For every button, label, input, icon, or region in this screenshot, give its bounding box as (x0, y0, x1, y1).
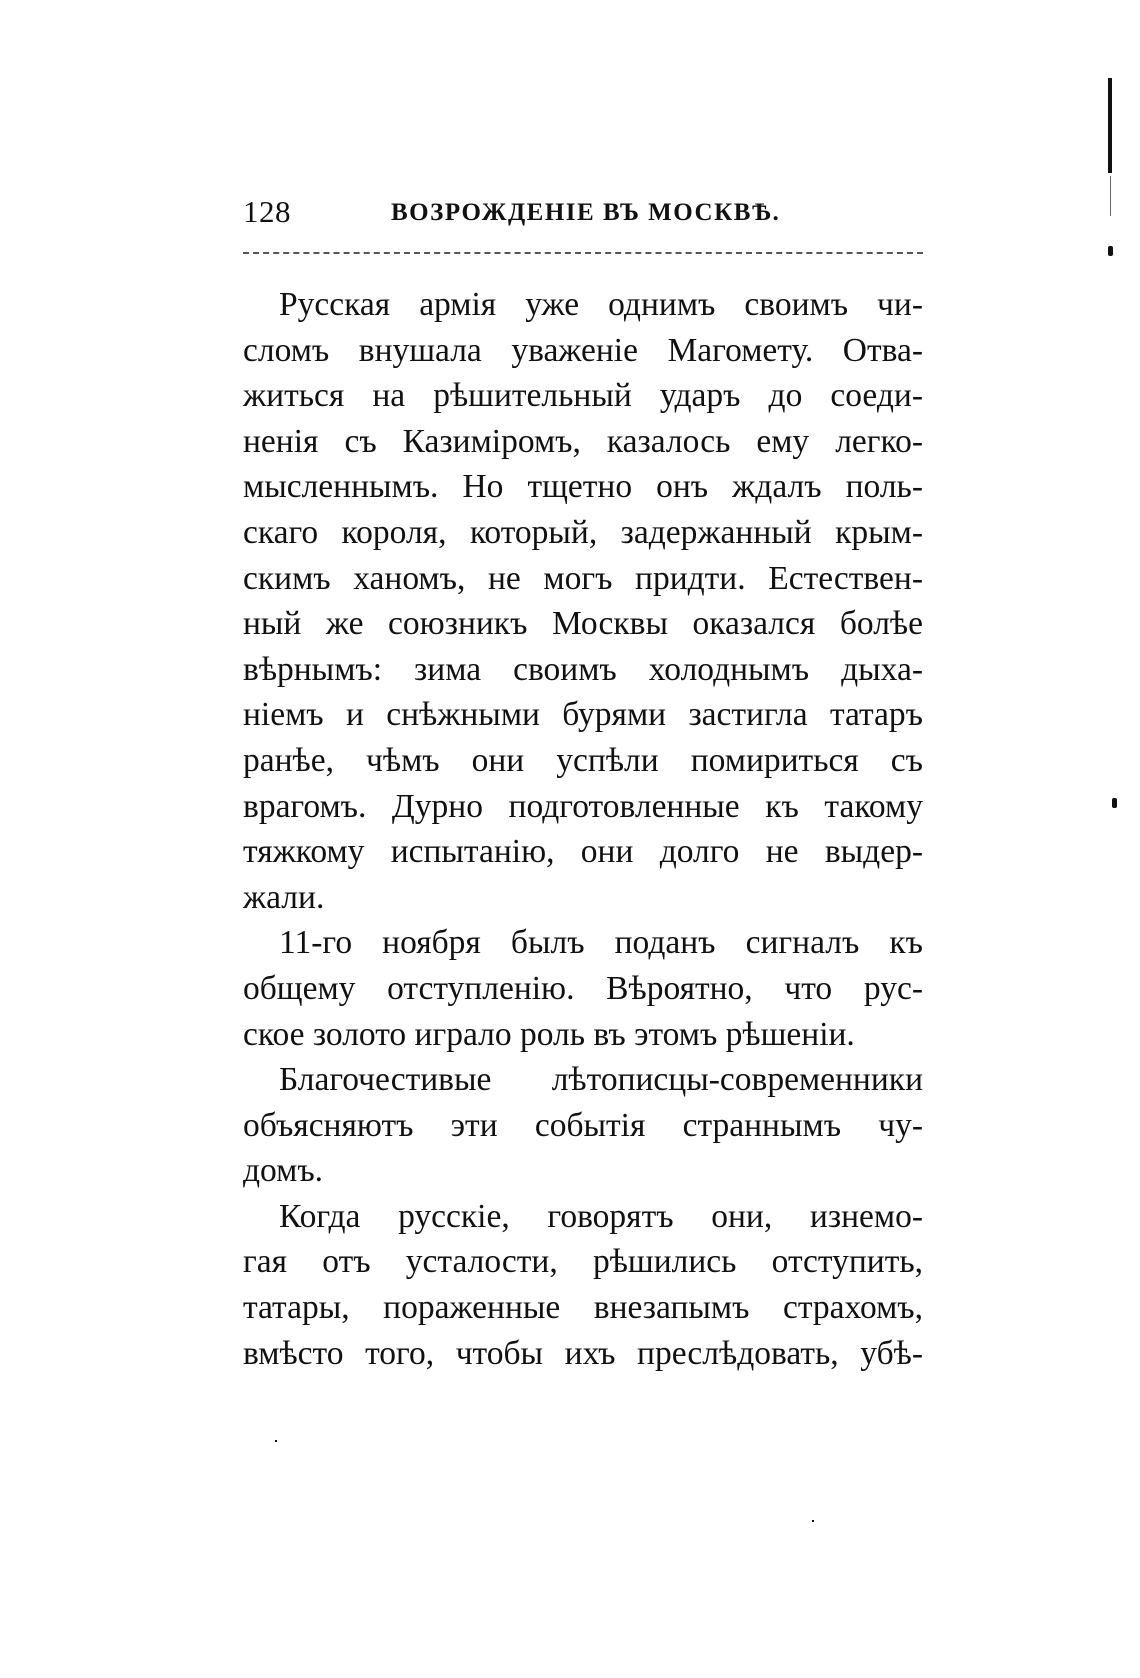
text-line: тяжкому испытанію, они долго не выдер- (243, 833, 923, 871)
scan-edge-dot (1108, 246, 1113, 256)
text-line: ніемъ и снѣжными бурями застигла татаръ (243, 696, 923, 734)
scan-speck (812, 1520, 814, 1522)
text-line: ское золото играло роль въ этомъ рѣшеніи. (243, 1015, 855, 1053)
text-line: житься на рѣшительный ударъ до соеди- (243, 377, 923, 415)
text-line: мысленнымъ. Но тщетно онъ ждалъ поль- (243, 468, 923, 506)
text-line: татары, пораженные внезапымъ страхомъ, (243, 1289, 923, 1327)
text-line: вѣрнымъ: зима своимъ холоднымъ дыха- (243, 650, 923, 688)
text-line: Благочестивые лѣтописцы-современники (279, 1061, 923, 1099)
text-line: ненія съ Казиміромъ, казалось ему легко- (243, 422, 923, 460)
text-line: ранѣе, чѣмъ они успѣли помириться съ (243, 741, 923, 779)
text-line: объясняютъ эти событія страннымъ чу- (243, 1106, 923, 1144)
text-line: домъ. (243, 1152, 324, 1190)
text-line: общему отступленію. Вѣроятно, что рус- (243, 969, 923, 1007)
body-text (243, 282, 923, 1376)
scan-edge-dot (1112, 798, 1117, 808)
text-line: Русская армія уже однимъ своимъ чи- (279, 286, 923, 323)
page-number: 128 (243, 194, 291, 229)
text-line: жали. (243, 878, 325, 916)
text-line: гая отъ усталости, рѣшились отступить, (243, 1243, 923, 1281)
scan-speck (275, 1440, 277, 1442)
text-line: 11-го ноября былъ поданъ сигналъ къ (279, 924, 923, 962)
text-line: врагомъ. Дурно подготовленные къ такому (243, 787, 923, 825)
text-line: скаго короля, который, задержанный крым- (243, 513, 923, 551)
text-line: сломъ внушала уваженіе Магомету. Отва- (243, 331, 923, 369)
text-line: вмѣсто того, чтобы ихъ преслѣдовать, убѣ- (243, 1334, 923, 1372)
scan-edge-mark (1110, 176, 1111, 216)
running-title: ВОЗРОЖДЕНІЕ ВЪ МОСКВѢ. (391, 199, 781, 226)
scan-edge-mark (1108, 78, 1112, 173)
text-line: Когда русскіе, говорятъ они, изнемо- (279, 1197, 923, 1235)
page-header (243, 190, 923, 234)
header-rule (243, 252, 923, 254)
text-line: ный же союзникъ Москвы оказался болѣе (243, 605, 923, 643)
text-line: скимъ ханомъ, не могъ придти. Естествен- (243, 559, 923, 597)
